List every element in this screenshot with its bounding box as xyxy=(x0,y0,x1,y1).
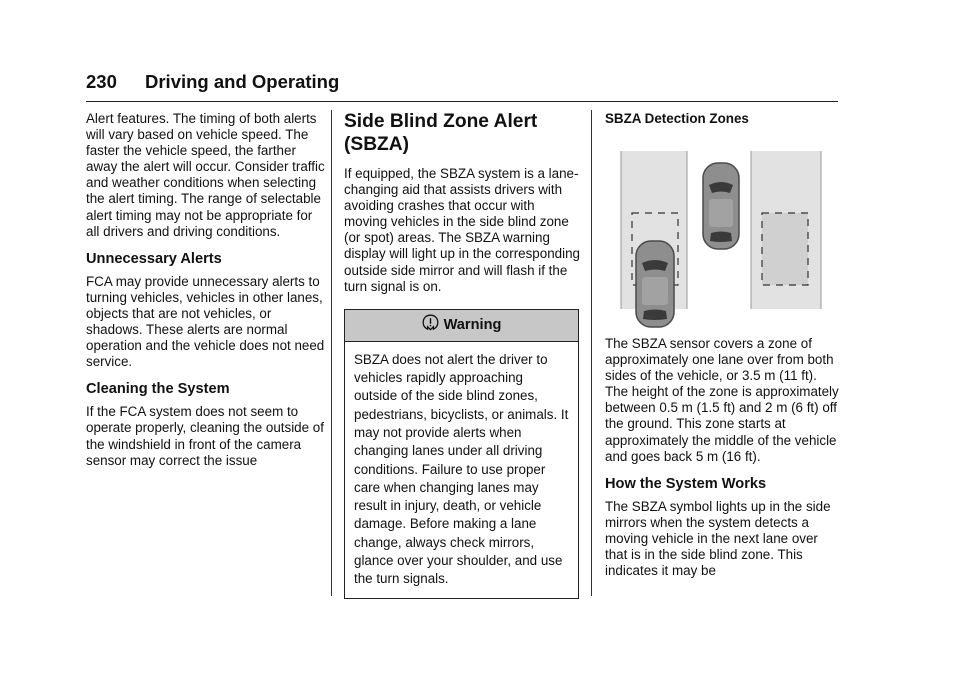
page-number: 230 xyxy=(86,71,117,92)
detection-zones-diagram xyxy=(605,133,841,329)
warning-header xyxy=(345,310,578,342)
column-middle xyxy=(344,111,580,599)
column-divider xyxy=(591,110,592,596)
column-left xyxy=(86,111,326,469)
unnecessary-alerts-heading: Unnecessary Alerts xyxy=(86,250,222,267)
cleaning-paragraph: If the FCA system does not seem to operate properly, cleaning the outside of the windshield in front of the camera sensor may correct the issue xyxy=(86,404,324,468)
page-header xyxy=(86,70,838,102)
section-title: Side Blind Zone Alert (SBZA) xyxy=(344,111,538,155)
warning-icon xyxy=(422,314,439,336)
warning-text: SBZA does not alert the driver to vehicles rapidly approaching outside of the side blind zones, pedestrians, bicyclists, or animals. It may not provide alerts when changing lanes under all driving conditions. Failure to use proper care when changing lanes may result in injury, death, or vehicle damage. Before making a lane change, always check mirrors, glance over your shoulder, and use the turn signals. xyxy=(354,351,569,587)
warning-box xyxy=(344,309,579,599)
unnecessary-alerts-paragraph: FCA may provide unnecessary alerts to turning vehicles, vehicles in other lanes, objects that are not vehicles, or shadows. These alerts are normal operation and the vehicle does not need service. xyxy=(86,273,325,370)
vehicle-icon xyxy=(703,163,739,249)
how-it-works-paragraph: The SBZA symbol lights up in the side mirrors when the system detects a moving vehicle in the next lane over that is in the side blind zone. This indicates it may be xyxy=(605,498,831,579)
vehicle-icon xyxy=(636,241,674,327)
detection-zones-figure xyxy=(605,133,841,329)
zone-paragraph: The SBZA sensor covers a zone of approximately one lane over from both sides of the vehicle, or 3.5 m (11 ft). The height of the zone is approximately between 0.5 m (1.5 ft) and 2 m (6 ft) off the ground. This zone starts at approximately the middle of the vehicle and goes back 5 m (16 ft). xyxy=(605,336,839,464)
chapter-title: Driving and Operating xyxy=(145,71,340,92)
cleaning-heading: Cleaning the System xyxy=(86,381,230,398)
intro-paragraph: Alert features. The timing of both alerts will vary based on vehicle speed. The faster the vehicle speed, the farther away the alert will occur. Consider traffic and weather conditions when selecting the alert timing. The range of selectable alert timing may not be appropriate for all drivers and driving conditions. xyxy=(86,111,325,239)
warning-label: Warning xyxy=(443,317,502,334)
column-right xyxy=(605,111,841,579)
column-divider xyxy=(331,110,332,596)
how-it-works-heading: How the System Works xyxy=(605,475,767,492)
sbza-intro-paragraph: If equipped, the SBZA system is a lane-changing aid that assists drivers with avoiding crashes that occur with moving vehicles in the side blind zone (or spot) areas. The SBZA warning display will light up in the corresponding outside side mirror and will flash if the turn signal is on. xyxy=(344,166,580,294)
figure-title: SBZA Detection Zones xyxy=(605,111,749,126)
right-detection-zone xyxy=(762,213,808,285)
